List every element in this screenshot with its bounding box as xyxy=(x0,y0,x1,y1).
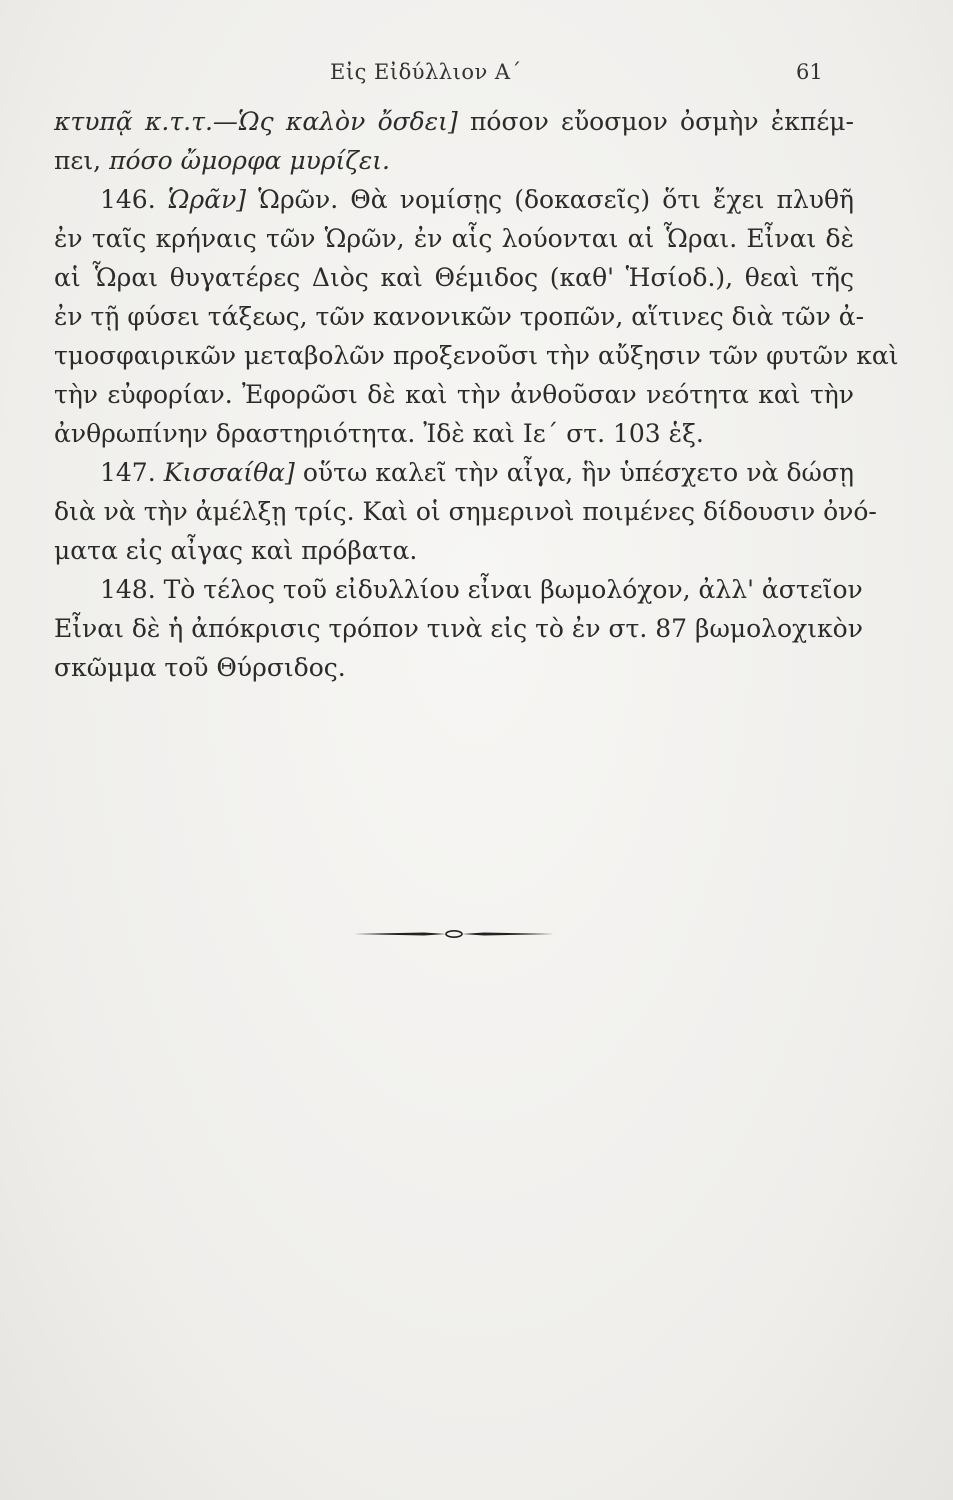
note-148: 148. Τὸ τέλος τοῦ εἰδυλλίου εἶναι βωμολόχον, ἀλλ' ἀστεῖον xyxy=(100,575,863,604)
text-line-8: τὴν εὐφορίαν. Ἐφορῶσι δὲ καὶ τὴν ἀνθοῦσαν νεότητα καὶ τὴν xyxy=(54,380,854,409)
text-line-6: ἐν τῇ φύσει τάξεως, τῶν κανονικῶν τροπῶν, αἵτινες διὰ τῶν ἀ- xyxy=(54,302,865,331)
page-number: 61 xyxy=(796,60,823,84)
text-line-1: κτυπᾷ κ.τ.τ.—Ὡς καλὸν ὄσδει] πόσον εὔοσμον ὀσμὴν ἐκπέμ- xyxy=(54,107,854,136)
note-146: 146. Ὡρᾶν] Ὡρῶν. Θὰ νομίσῃς (δοκασεῖς) ὅτι ἔχει πλυθῆ xyxy=(100,185,854,214)
ornament-left-taper xyxy=(354,933,446,936)
text-line-9: ἀνθρωπίνην δραστηριότητα. Ἰδὲ καὶ Ιε΄ στ. 103 ἑξ. xyxy=(54,419,704,448)
ornament-right-taper xyxy=(462,933,554,936)
text-line-4: ἐν ταῖς κρήναις τῶν Ὡρῶν, ἐν αἷς λούονται αἱ Ὧραι. Εἶναι δὲ xyxy=(54,224,854,253)
ornament-center-bead xyxy=(446,931,462,937)
text-line-7: τμοσφαιρικῶν μεταβολῶν προξενοῦσι τὴν αὔξησιν τῶν φυτῶν καὶ xyxy=(54,341,899,370)
text-line-14: Εἶναι δὲ ἡ ἀπόκρισις τρόπον τινὰ εἰς τὸ ἐν στ. 87 βωμολοχικὸν xyxy=(54,614,863,643)
ornamental-rule-icon xyxy=(354,926,554,942)
note-147: 147. Κισσαίθα] οὕτω καλεῖ τὴν αἶγα, ἣν ὑπέσχετο νὰ δώσῃ xyxy=(100,458,854,487)
text-line-2: πει, πόσο ὤμορφα μυρίζει. xyxy=(54,146,390,175)
running-head: Εἰς Εἰδύλλιον Α΄ xyxy=(330,60,522,84)
text-line-15: σκῶμμα τοῦ Θύρσιδος. xyxy=(54,653,346,682)
text-line-12: ματα εἰς αἶγας καὶ πρόβατα. xyxy=(54,536,418,565)
text-line-11: διὰ νὰ τὴν ἀμέλξῃ τρίς. Καὶ οἱ σημερινοὶ ποιμένες δίδουσιν ὀνό- xyxy=(54,497,877,526)
commentary-text xyxy=(54,102,899,687)
text-line-5: αἱ Ὧραι θυγατέρες Διὸς καὶ Θέμιδος (καθ' Ἡσίοδ.), θεαὶ τῆς xyxy=(54,263,854,292)
